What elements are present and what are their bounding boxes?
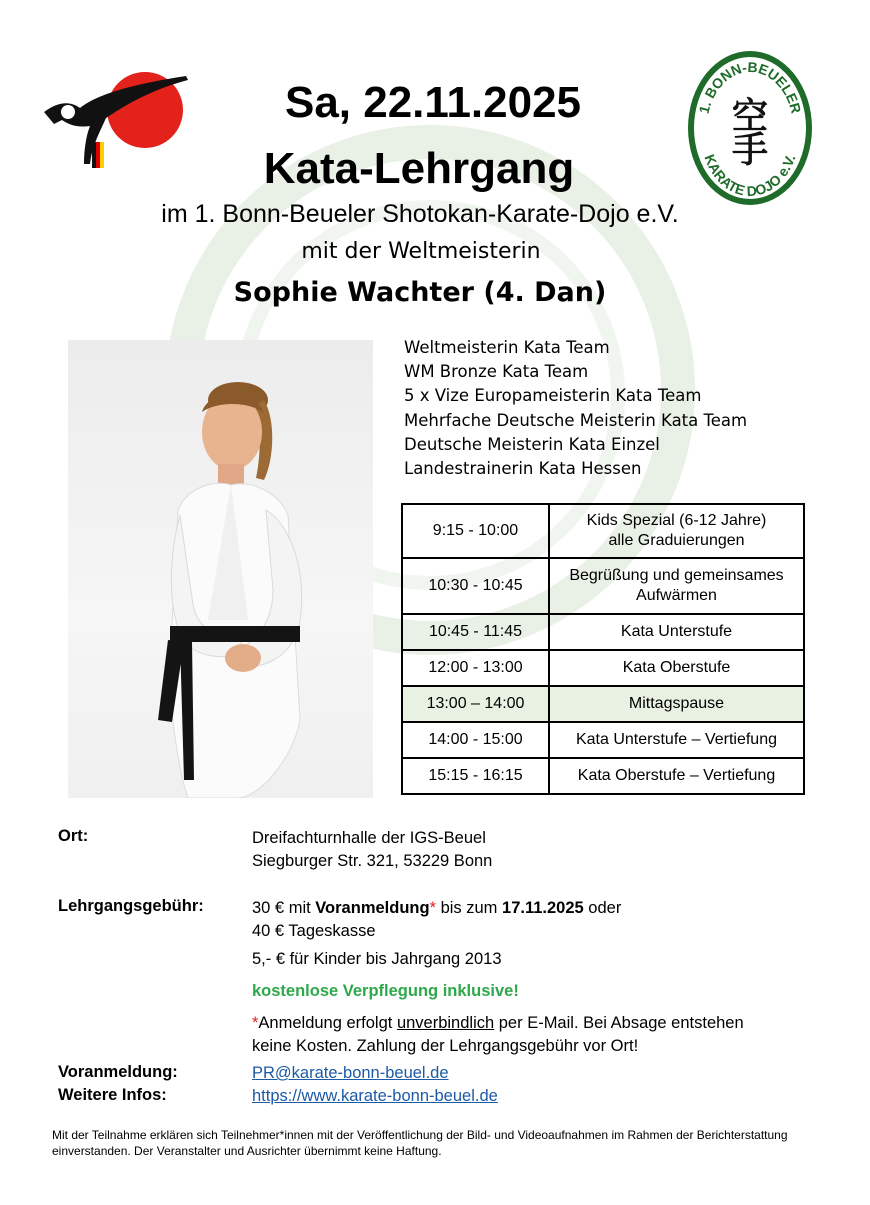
achievement-item: Weltmeisterin Kata Team: [404, 338, 610, 357]
event-date: Sa, 22.11.2025: [284, 78, 582, 127]
location-value: [252, 827, 492, 873]
schedule-row: [402, 686, 804, 722]
fee-line-kids: 5,- € für Kinder bis Jahrgang 2013: [252, 950, 502, 968]
fee-line-preregistration: 30 € mit Voranmeldung* bis zum 17.11.2025 oder: [252, 899, 622, 917]
registration-note: *Anmeldung erfolgt unverbindlich per E-Mail. Bei Absage entstehen keine Kosten. Zahlung der Lehrgangsgebühr vor Ort!: [252, 1014, 744, 1055]
schedule-time: 13:00 – 14:00: [402, 686, 549, 722]
schedule-time: 10:45 - 11:45: [402, 614, 549, 650]
event-with-line: mit der Weltmeisterin: [301, 239, 541, 264]
schedule-time: 14:00 - 15:00: [402, 722, 549, 758]
fee-value: [252, 897, 621, 943]
achievement-item: Landestrainerin Kata Hessen: [404, 459, 642, 479]
emblem-top-text: 1. BONN-BEUELER: [695, 58, 805, 116]
food-note: kostenlose Verpflegung inklusive!: [252, 982, 519, 1000]
fee-line-door: 40 € Tageskasse: [252, 922, 376, 940]
trainer-photo: [68, 340, 373, 798]
schedule-activity: Kata Unterstufe – Vertiefung: [549, 722, 804, 758]
schedule-table: [401, 503, 805, 795]
registration-label: Voranmeldung:: [58, 1063, 178, 1081]
schedule-row: [402, 758, 804, 794]
schedule-activity: Kata Oberstufe – Vertiefung: [549, 758, 804, 794]
trainer-name: Sophie Wachter (4. Dan): [233, 277, 607, 308]
registration-email-link[interactable]: PR@karate-bonn-beuel.de: [252, 1064, 449, 1082]
more-info-label: Weitere Infos:: [58, 1086, 167, 1104]
disclaimer-text: Mit der Teilnahme erklären sich Teilnehmer*innen mit der Veröffentlichung der Bild- und Videoaufnahmen im Rahmen der Berichterstattung einverstanden. Der Veranstalter und Ausrichter übernimmt keine Haftung.: [52, 1128, 788, 1158]
trainer-achievements-list: [404, 336, 747, 481]
schedule-activity: Kata Unterstufe: [549, 614, 804, 650]
emblem-bottom-text: KARATE DOJO e.V.: [701, 152, 799, 200]
schedule-time: 9:15 - 10:00: [402, 504, 549, 558]
achievement-item: Deutsche Meisterin Kata Einzel: [404, 434, 660, 454]
achievement-item: 5 x Vize Europameisterin Kata Team: [404, 386, 702, 406]
schedule-activity: Mittagspause: [549, 686, 804, 722]
schedule-activity: Kata Oberstufe: [549, 650, 804, 686]
schedule-row: [402, 722, 804, 758]
location-line-address: Siegburger Str. 321, 53229 Bonn: [252, 852, 493, 870]
schedule-activity: Begrüßung und gemeinsames Aufwärmen: [549, 558, 804, 614]
svg-text:空: 空: [731, 96, 769, 137]
schedule-activity: Kids Spezial (6-12 Jahre) alle Graduierungen: [549, 504, 804, 558]
schedule-row: [402, 504, 804, 558]
event-host: im 1. Bonn-Beueler Shotokan-Karate-Dojo e.V.: [161, 200, 679, 228]
achievement-item: WM Bronze Kata Team: [404, 362, 589, 382]
achievement-item: Mehrfache Deutsche Meisterin Kata Team: [404, 410, 748, 430]
fee-label: Lehrgangsgebühr:: [58, 897, 204, 915]
schedule-row: [402, 650, 804, 686]
location-label: Ort:: [58, 827, 89, 845]
website-link[interactable]: https://www.karate-bonn-beuel.de: [252, 1087, 498, 1105]
event-title: Kata-Lehrgang: [263, 144, 575, 193]
schedule-time: 12:00 - 13:00: [402, 650, 549, 686]
location-line-venue: Dreifachturnhalle der IGS-Beuel: [252, 829, 486, 847]
schedule-row: [402, 558, 804, 614]
schedule-time: 10:30 - 10:45: [402, 558, 549, 614]
schedule-row: [402, 614, 804, 650]
schedule-time: 15:15 - 16:15: [402, 758, 549, 794]
svg-text:手: 手: [731, 130, 769, 171]
